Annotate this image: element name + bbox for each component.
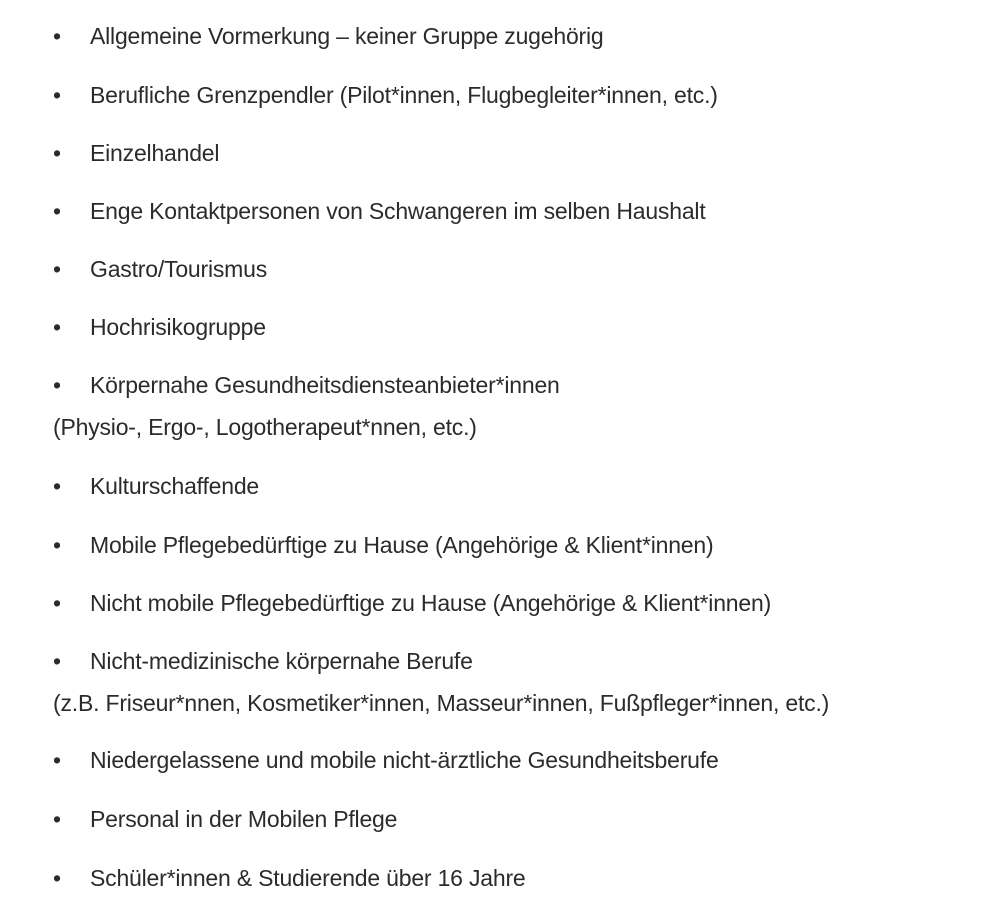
bullet-icon: •: [53, 648, 61, 674]
list-item-label: Mobile Pflegebedürftige zu Hause (Angehörige & Klient*innen): [90, 532, 714, 558]
bullet-icon: •: [53, 23, 61, 49]
list-item-label: Körpernahe Gesundheitsdiensteanbieter*innen: [90, 372, 560, 398]
bullet-icon: •: [53, 372, 61, 398]
bullet-icon: •: [53, 256, 61, 282]
list-item-label: Einzelhandel: [90, 140, 220, 166]
bullet-icon: •: [53, 314, 61, 340]
bullet-icon: •: [53, 590, 61, 616]
list-item-label: Berufliche Grenzpendler (Pilot*innen, Flugbegleiter*innen, etc.): [90, 82, 718, 108]
list-item-continuation: (Physio-, Ergo-, Logotherapeut*nnen, etc.): [53, 414, 477, 440]
list-item-label: Nicht mobile Pflegebedürftige zu Hause (Angehörige & Klient*innen): [90, 590, 772, 616]
list-item-label: Schüler*innen & Studierende über 16 Jahre: [90, 865, 526, 891]
list-item-label: Gastro/Tourismus: [90, 256, 268, 282]
list-item-label: Kulturschaffende: [90, 473, 259, 499]
bullet-icon: •: [53, 806, 61, 832]
bullet-icon: •: [53, 82, 61, 108]
list-item-label: Nicht-medizinische körpernahe Berufe: [90, 648, 473, 674]
list-item-label: Hochrisikogruppe: [90, 314, 266, 340]
bullet-icon: •: [53, 865, 61, 891]
list-item-label: Niedergelassene und mobile nicht-ärztliche Gesundheitsberufe: [90, 747, 719, 773]
bullet-icon: •: [53, 198, 61, 224]
bullet-icon: •: [53, 532, 61, 558]
list-item-label: Enge Kontaktpersonen von Schwangeren im selben Haushalt: [90, 198, 706, 224]
bullet-icon: •: [53, 747, 61, 773]
bullet-icon: •: [53, 140, 61, 166]
list-item-label: Personal in der Mobilen Pflege: [90, 806, 398, 832]
list-item-label: Allgemeine Vormerkung – keiner Gruppe zugehörig: [90, 23, 604, 49]
bullet-icon: •: [53, 473, 61, 499]
list-item-continuation: (z.B. Friseur*nnen, Kosmetiker*innen, Masseur*innen, Fußpfleger*innen, etc.): [53, 690, 830, 716]
